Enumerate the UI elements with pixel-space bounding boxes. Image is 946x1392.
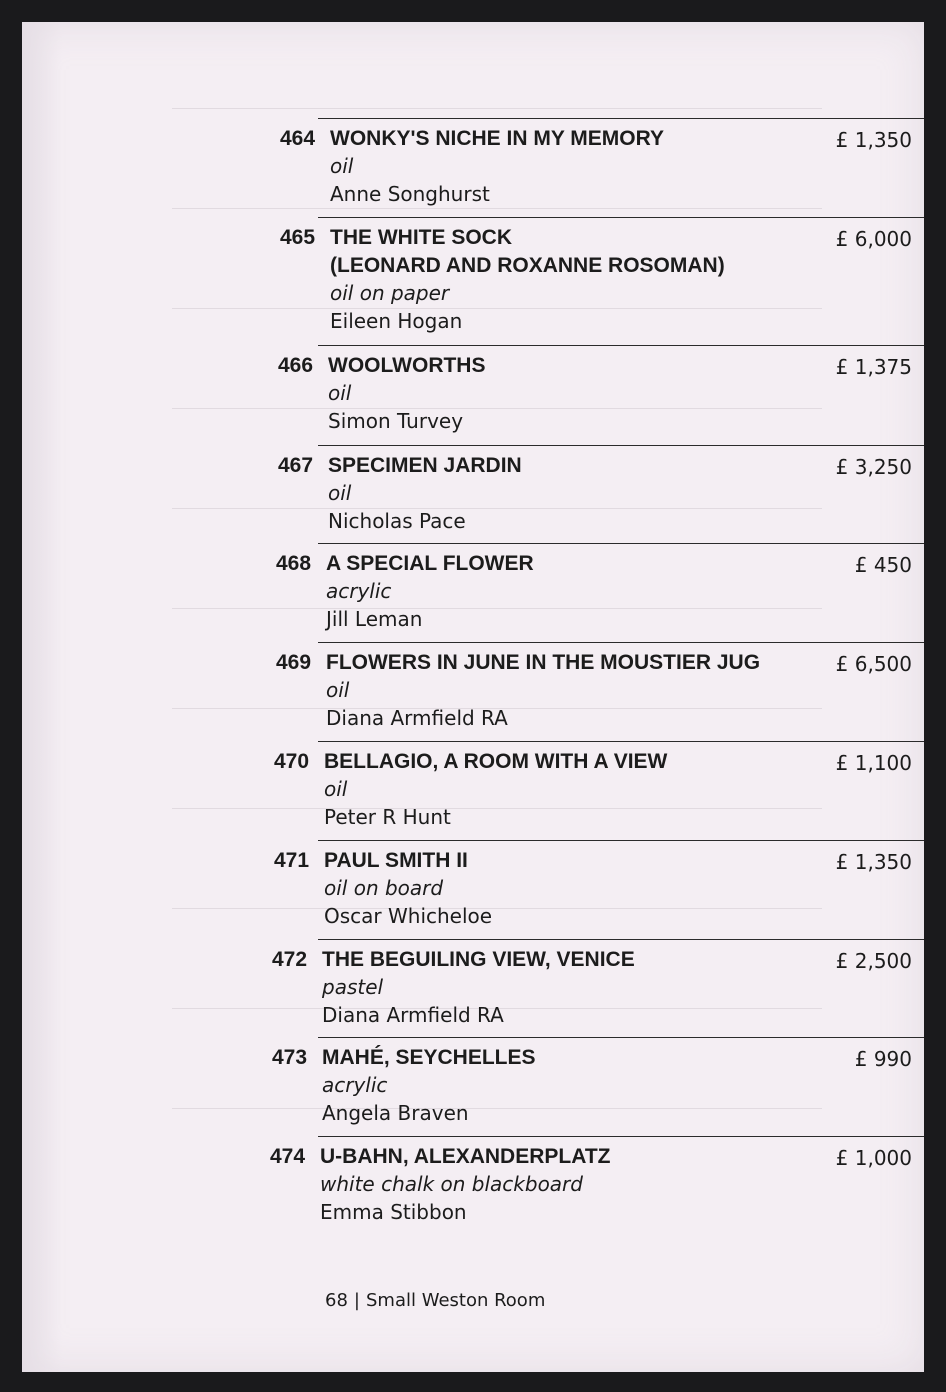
show-through-rule	[172, 408, 822, 409]
entry-artist: Eileen Hogan	[330, 309, 463, 333]
entry-number: 466	[278, 354, 314, 377]
show-through-rule	[172, 508, 822, 509]
entry-number: 465	[280, 226, 316, 249]
entry-divider	[318, 642, 924, 643]
entry-divider	[318, 741, 924, 742]
entry-number: 470	[274, 750, 310, 773]
entry-artist: Nicholas Pace	[328, 509, 466, 533]
entry-artist: Jill Leman	[326, 607, 423, 631]
entry-medium: pastel	[322, 975, 384, 999]
entry-artist: Diana Armfield RA	[326, 706, 508, 730]
show-through-rule	[172, 208, 822, 209]
page-footer	[325, 1290, 545, 1311]
entry-medium: acrylic	[326, 579, 392, 603]
entry-title: MAHÉ, SEYCHELLES	[322, 1046, 536, 1069]
entry-title: U-BAHN, ALEXANDERPLATZ	[320, 1145, 611, 1168]
entry-price: £ 1,100	[835, 751, 912, 775]
show-through-rule	[172, 1108, 822, 1109]
entry-artist: Angela Braven	[322, 1101, 469, 1125]
entry-medium: oil	[328, 381, 352, 405]
catalogue-page	[22, 22, 924, 1372]
show-through-rule	[172, 308, 822, 309]
entry-artist: Anne Songhurst	[330, 182, 490, 206]
entry-medium: oil	[330, 154, 354, 178]
entry-price: £ 3,250	[835, 455, 912, 479]
entry-divider	[318, 543, 924, 544]
entry-artist: Oscar Whicheloe	[324, 904, 493, 928]
entry-number: 474	[270, 1145, 306, 1168]
entry-price: £ 2,500	[835, 949, 912, 973]
entry-divider	[318, 1037, 924, 1038]
entry-title: WONKY'S NICHE IN MY MEMORY	[330, 127, 665, 150]
entry-number: 469	[276, 651, 312, 674]
entry-number: 472	[272, 948, 308, 971]
entry-price: £ 6,000	[835, 227, 912, 251]
entry-number: 464	[280, 127, 316, 150]
entry-price: £ 1,000	[835, 1146, 912, 1170]
entry-title: PAUL SMITH II	[324, 849, 468, 872]
entry-title: (LEONARD AND ROXANNE ROSOMAN)	[330, 254, 725, 277]
entry-medium: oil on paper	[330, 281, 450, 305]
entry-price: £ 1,375	[835, 355, 912, 379]
entry-medium: oil on board	[324, 876, 444, 900]
entry-artist: Diana Armfield RA	[322, 1003, 504, 1027]
show-through-rule	[172, 608, 822, 609]
entry-divider	[318, 1136, 924, 1137]
entry-medium: oil	[328, 481, 352, 505]
show-through-rule	[172, 908, 822, 909]
entry-title: WOOLWORTHS	[328, 354, 486, 377]
entry-title: SPECIMEN JARDIN	[328, 454, 522, 477]
entry-price: £ 990	[854, 1047, 912, 1071]
entry-title: THE BEGUILING VIEW, VENICE	[322, 948, 635, 971]
entry-number: 468	[276, 552, 312, 575]
entry-medium: oil	[326, 678, 350, 702]
entry-title: THE WHITE SOCK	[330, 226, 512, 249]
entry-title: A SPECIAL FLOWER	[326, 552, 534, 575]
entry-title: BELLAGIO, A ROOM WITH A VIEW	[324, 750, 668, 773]
show-through-rule	[172, 108, 822, 109]
entry-title: FLOWERS IN JUNE IN THE MOUSTIER JUG	[326, 651, 761, 674]
entry-divider	[318, 345, 924, 346]
entry-number: 473	[272, 1046, 308, 1069]
room-name: Small Weston Room	[365, 1290, 546, 1311]
entry-price: £ 6,500	[835, 652, 912, 676]
footer-separator: |	[353, 1290, 360, 1311]
entry-divider	[318, 939, 924, 940]
entry-divider	[318, 445, 924, 446]
entry-artist: Simon Turvey	[328, 409, 464, 433]
entry-price: £ 1,350	[835, 850, 912, 874]
entry-divider	[318, 840, 924, 841]
page-number: 68	[325, 1290, 348, 1311]
entry-number: 471	[274, 849, 310, 872]
entry-medium: acrylic	[322, 1073, 388, 1097]
entry-number: 467	[278, 454, 314, 477]
entry-divider	[318, 118, 924, 119]
entry-artist: Emma Stibbon	[320, 1200, 467, 1224]
entry-medium: oil	[324, 777, 348, 801]
entry-artist: Peter R Hunt	[324, 805, 451, 829]
show-through-rule	[172, 808, 822, 809]
entry-medium: white chalk on blackboard	[320, 1172, 583, 1196]
entry-divider	[318, 217, 924, 218]
entry-price: £ 1,350	[835, 128, 912, 152]
entry-price: £ 450	[854, 553, 912, 577]
